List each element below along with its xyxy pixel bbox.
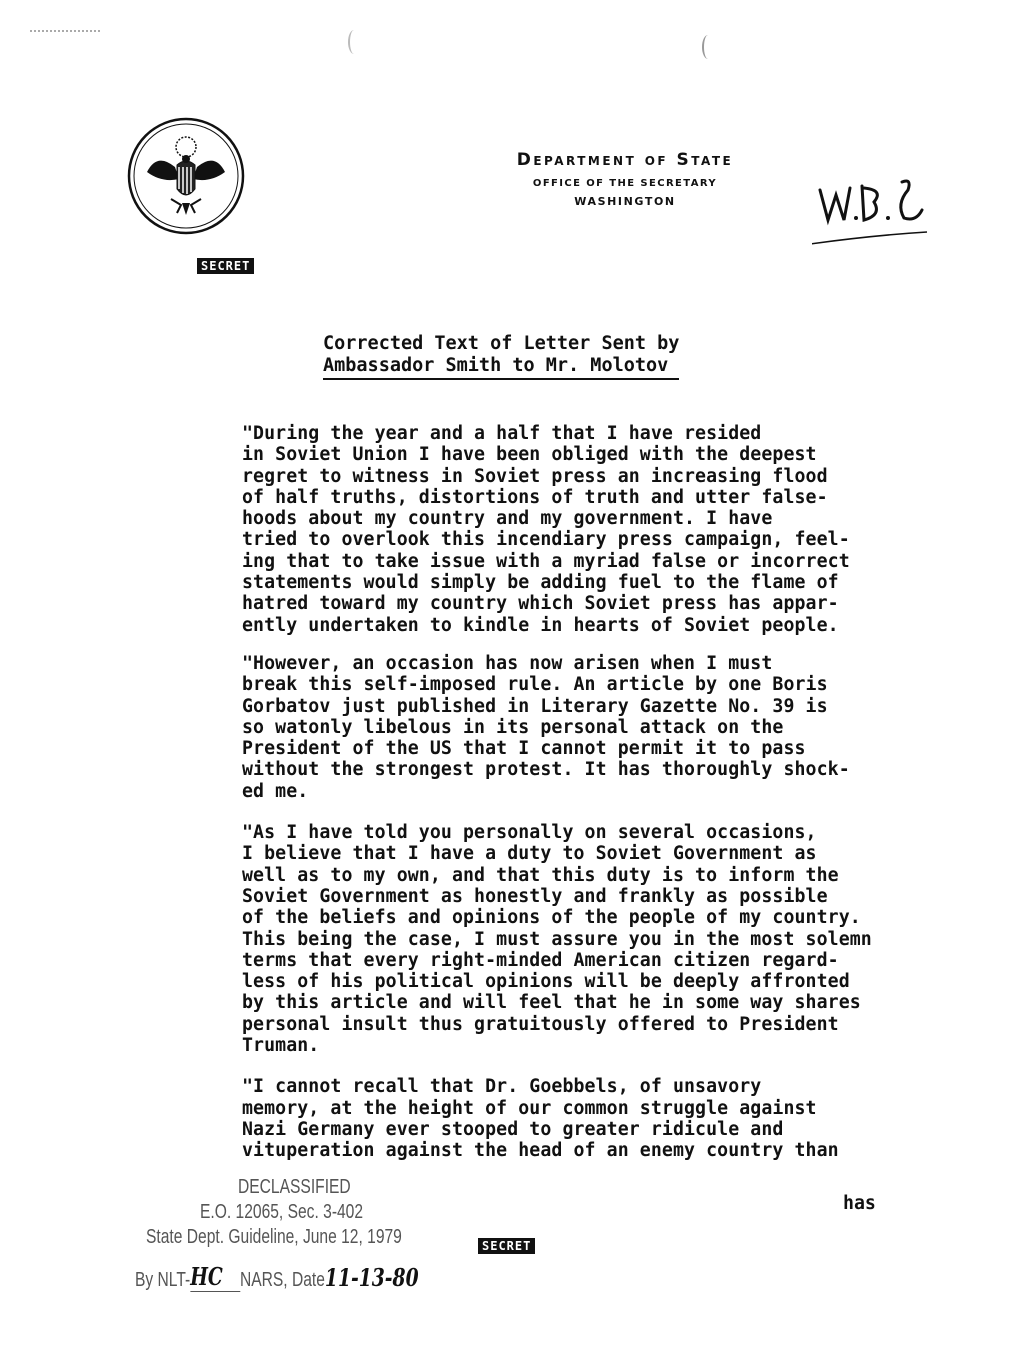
nars-initials: HC: [190, 1262, 240, 1292]
paragraph: "During the year and a half that I have resided in Soviet Union I have been obliged with the deepest regret to witness in Soviet press an increasing flood of half truths, distortions of truth and utter false- hoods about my country and my government. I have tried to overlook this incendiary press campaign, feel- ing that to take issue with a myriad false or incorrect statements would simply be adding fuel to the flame of hatred toward my country which Soviet press has appar- ently undertaken to kindle in hearts of Soviet people.: [242, 423, 850, 636]
paragraph: "I cannot recall that Dr. Goebbels, of unsavory memory, at the height of our common struggle against Nazi Germany ever stooped to greater ridicule and vituperation against the head of an enemy country than: [242, 1076, 839, 1162]
declassified-label: DECLASSIFIED: [238, 1176, 351, 1198]
edge-mark: [30, 30, 100, 34]
great-seal-logo: [127, 117, 245, 235]
department-name: Department of State: [516, 150, 734, 170]
nars-mid: NARS, Date: [239, 1269, 325, 1291]
title-line-2: Ambassador Smith to Mr. Molotov: [323, 355, 679, 380]
executive-order-line: E.O. 12065, Sec. 3-402: [200, 1201, 364, 1223]
nars-prefix: By NLT-: [135, 1269, 191, 1291]
classification-stamp-top: SECRET: [197, 258, 254, 274]
letter-title: [323, 333, 679, 380]
paragraph: "As I have told you personally on several occasions, I believe that I have a duty to Soviet Government as well as to my own, and that this duty is to inform the Soviet Government as honestly and frankly as possible of the beliefs and opinions of the people of my country. This being the case, I must assure you in the most solemn terms that every right-minded American citizen regard- less of his political opinions will be deeply affronted by this article and will feel that he in some way shares personal insult thus gratuitously offered to President Truman.: [242, 822, 872, 1057]
office-name: OFFICE OF THE SECRETARY: [532, 178, 718, 189]
letter-body: [242, 423, 922, 1182]
punch-mark: [348, 30, 360, 54]
guideline-line: State Dept. Guideline, June 12, 1979: [146, 1226, 402, 1248]
classification-stamp-bottom: SECRET: [478, 1238, 535, 1254]
paragraph: "However, an occasion has now arisen when I must break this self-imposed rule. An article by one Boris Gorbatov just published in Literary Gazette No. 39 is so watonly libelous in its personal attack on the President of the US that I cannot permit it to pass without the strongest protest. It has thoroughly shock- ed me.: [242, 652, 850, 802]
continuation-word: has: [843, 1193, 876, 1214]
nars-line: [135, 1262, 419, 1292]
letterhead: [460, 150, 790, 208]
nars-date: 11-13-80: [324, 1263, 419, 1292]
title-line-1: Corrected Text of Letter Sent by: [323, 333, 680, 354]
city-name: WASHINGTON: [574, 195, 676, 208]
handwritten-initials: [812, 160, 932, 255]
punch-mark: [702, 35, 714, 59]
